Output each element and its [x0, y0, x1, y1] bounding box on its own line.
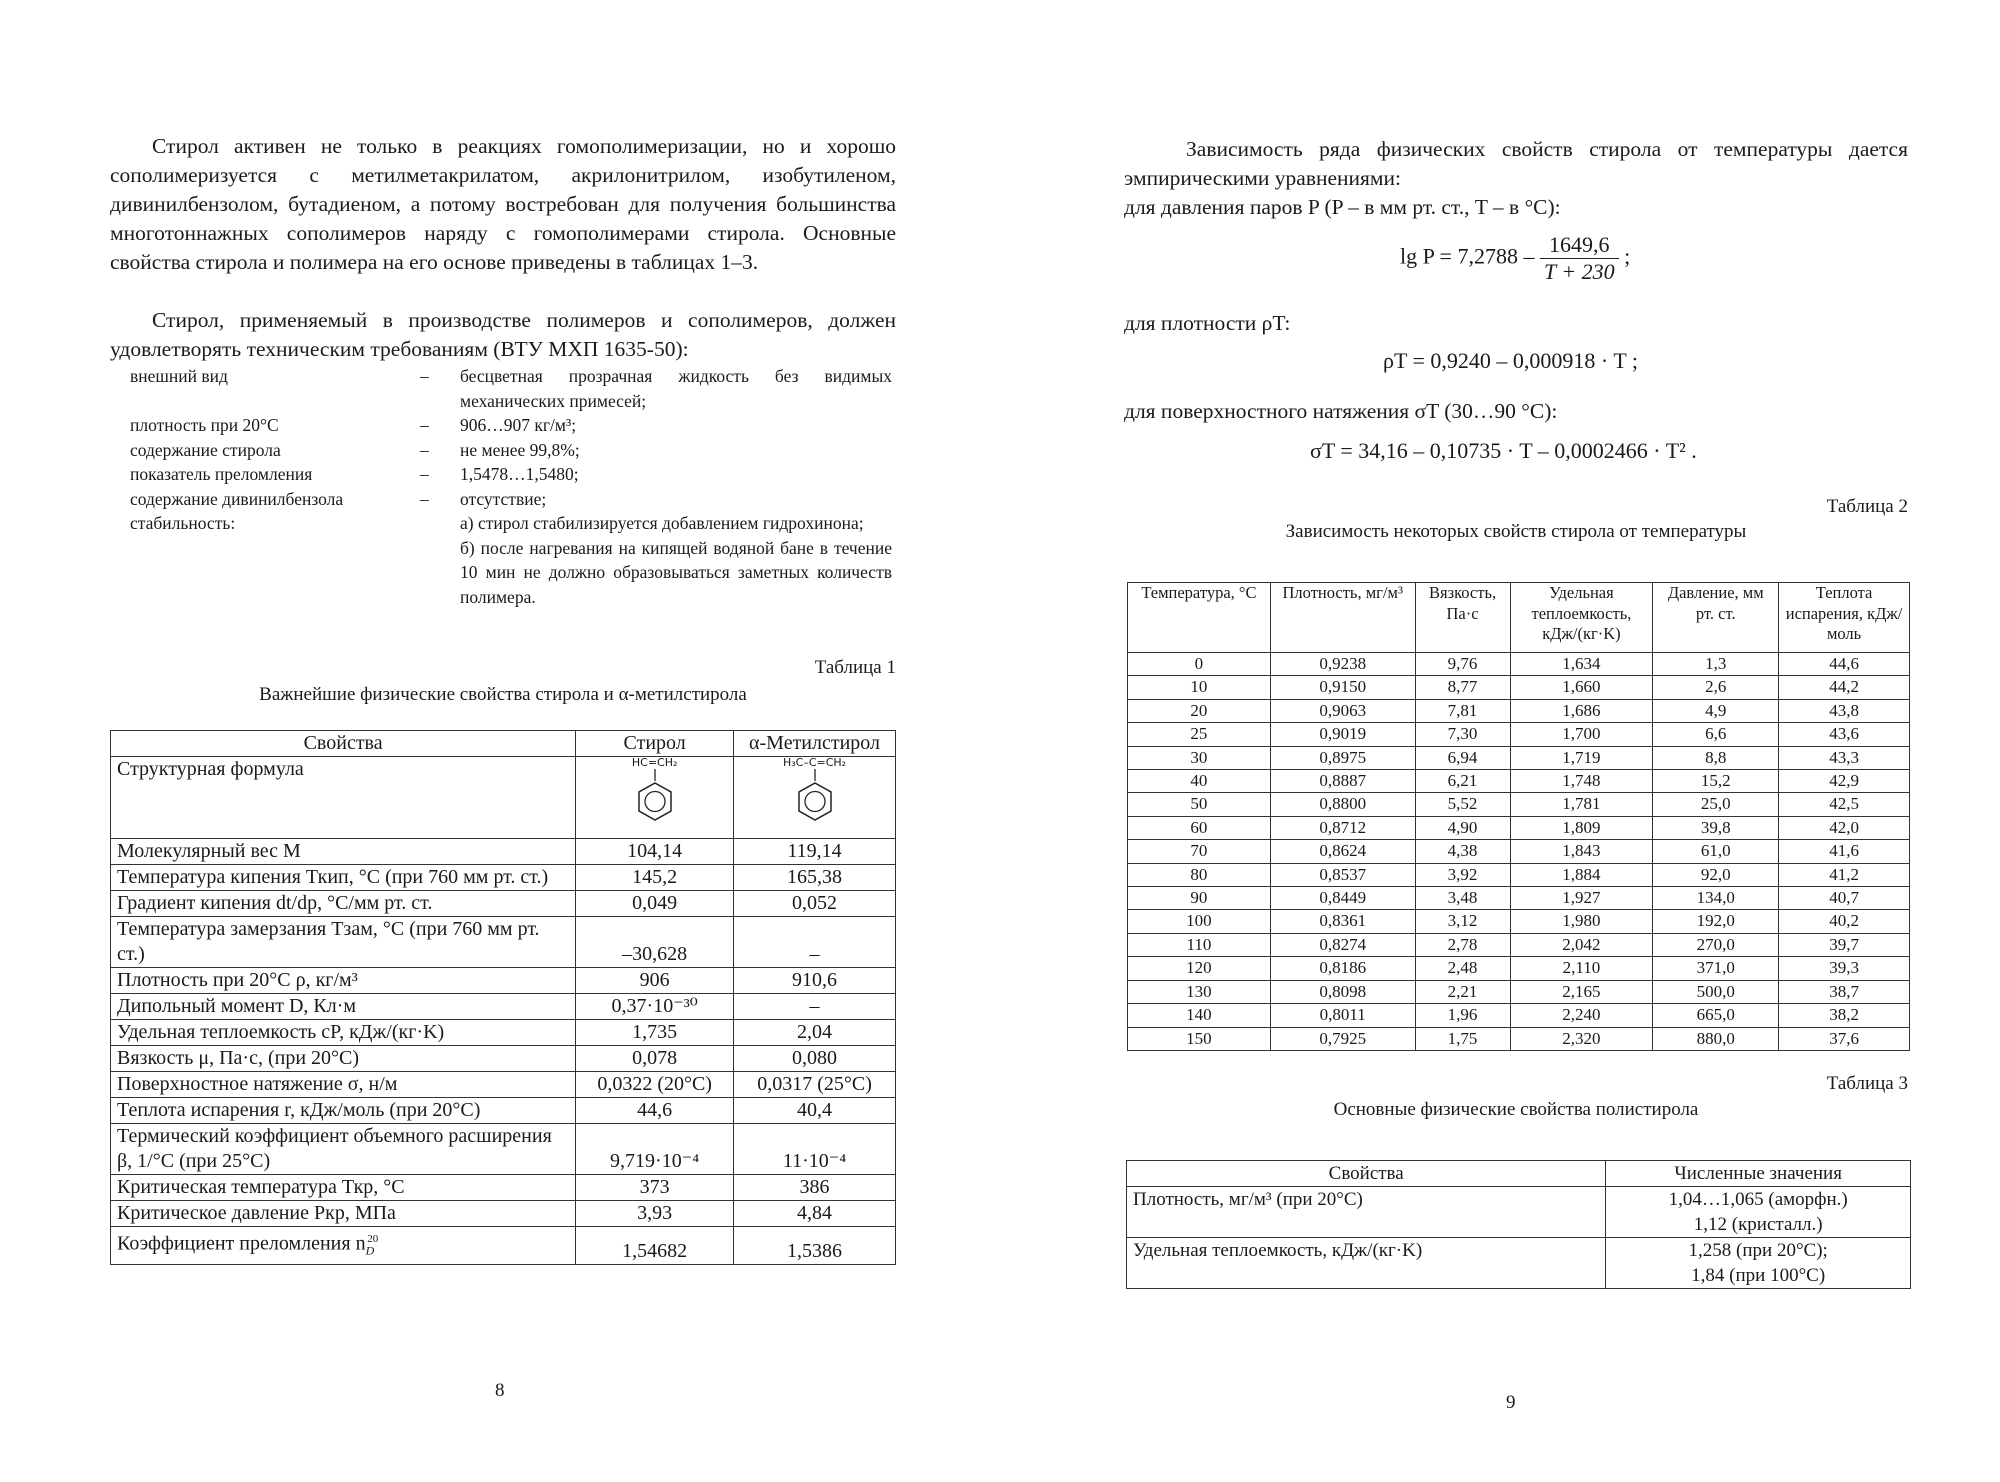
- styrene-value: 44,6: [576, 1098, 734, 1124]
- property-cell: Поверхностное натяжение σ, н/м: [111, 1072, 576, 1098]
- table-cell: 44,6: [1779, 653, 1910, 676]
- value-line: 1,04…1,065 (аморфн.): [1668, 1189, 1848, 1210]
- table-row: [111, 865, 896, 891]
- table-cell: 41,6: [1779, 840, 1910, 863]
- table-cell: 5,52: [1415, 793, 1510, 816]
- methylstyrene-value: 119,14: [734, 839, 896, 865]
- methylstyrene-value: 1,5386: [734, 1227, 896, 1265]
- pressure-formula-tail: ;: [1624, 243, 1631, 269]
- table-row: [111, 1227, 896, 1265]
- table-cell: 1,980: [1510, 910, 1653, 933]
- table-cell: 42,5: [1779, 793, 1910, 816]
- table-row: [111, 1020, 896, 1046]
- table-cell: 2,21: [1415, 980, 1510, 1003]
- table-cell: 4,38: [1415, 840, 1510, 863]
- table-cell: 90: [1128, 887, 1271, 910]
- property-cell: Плотность при 20°C ρ, кг/м³: [111, 968, 576, 994]
- table-cell: 9,76: [1415, 653, 1510, 676]
- table2-title: Зависимость некоторых свойств стирола от температуры: [1285, 521, 1747, 542]
- table-cell: 500,0: [1653, 980, 1779, 1003]
- styrene-value: 3,93: [576, 1201, 734, 1227]
- table-cell: 37,6: [1779, 1027, 1910, 1050]
- table-cell: 6,6: [1653, 723, 1779, 746]
- table1-label: Таблица 1: [814, 657, 896, 678]
- styrene-value: 0,0322 (20°C): [576, 1072, 734, 1098]
- table-cell: 8,8: [1653, 746, 1779, 769]
- requirement-name: внешний вид: [130, 366, 228, 386]
- column-header: Удельная теплоемкость, кДж/(кг·K): [1510, 583, 1653, 653]
- methylstyrene-value: 386: [734, 1175, 896, 1201]
- table-row: [111, 1046, 896, 1072]
- table-cell: 43,3: [1779, 746, 1910, 769]
- requirement-dash: [420, 511, 460, 536]
- table-cell: 1,3: [1653, 653, 1779, 676]
- table-cell: 50: [1128, 793, 1271, 816]
- styrene-group-label: HC=CH₂: [631, 756, 678, 769]
- methylstyrene-value: 0,0317 (25°C): [734, 1072, 896, 1098]
- table-cell: 38,2: [1779, 1004, 1910, 1027]
- refraction-subscript: D: [365, 1243, 375, 1258]
- table-cell: 7,30: [1415, 723, 1510, 746]
- table-row: [1128, 746, 1910, 769]
- requirement-value: не менее 99,8%;: [460, 439, 580, 460]
- table-cell: 0,9238: [1270, 653, 1415, 676]
- table-row: [1128, 653, 1910, 676]
- requirement-row: [130, 438, 896, 463]
- page-number: 9: [1506, 1392, 1516, 1413]
- fraction-numerator: 1649,6: [1540, 232, 1619, 259]
- table-cell: 2,48: [1415, 957, 1510, 980]
- table-cell: 39,7: [1779, 933, 1910, 956]
- table-cell: 44,2: [1779, 676, 1910, 699]
- table-cell: 2,78: [1415, 933, 1510, 956]
- styrene-value: 1,735: [576, 1020, 734, 1046]
- table-cell: 1,96: [1415, 1004, 1510, 1027]
- table-cell: 0,8975: [1270, 746, 1415, 769]
- page-number: 8: [495, 1380, 505, 1401]
- methylstyrene-value: 2,04: [734, 1020, 896, 1046]
- table-row: [1128, 887, 1910, 910]
- table-cell: 0,8098: [1270, 980, 1415, 1003]
- property-cell: Теплота испарения r, кДж/моль (при 20°C): [111, 1098, 576, 1124]
- table-cell: 3,12: [1415, 910, 1510, 933]
- table-cell: 8,77: [1415, 676, 1510, 699]
- methylstyrene-value: –: [734, 994, 896, 1020]
- table-row: [111, 1201, 896, 1227]
- value-line: 1,12 (кристалл.): [1693, 1214, 1823, 1235]
- styrene-value: 906: [576, 968, 734, 994]
- property-cell: Вязкость μ, Па·с, (при 20°C): [111, 1046, 576, 1072]
- table-cell: 25: [1128, 723, 1271, 746]
- table3-label: Таблица 3: [1826, 1073, 1908, 1094]
- methylstyrene-value: 910,6: [734, 968, 896, 994]
- table-cell: 0,9063: [1270, 699, 1415, 722]
- table-cell: 0,8011: [1270, 1004, 1415, 1027]
- table-cell: 0,8186: [1270, 957, 1415, 980]
- table-row: [1128, 770, 1910, 793]
- methylstyrene-value: 11·10⁻⁴: [734, 1124, 896, 1175]
- table-cell: 10: [1128, 676, 1271, 699]
- property-cell: Термический коэффициент объемного расширения β, 1/°C (при 25°C): [111, 1124, 576, 1175]
- table-row: [111, 994, 896, 1020]
- value-line: 1,84 (при 100°C): [1691, 1265, 1826, 1286]
- table3-title: Основные физические свойства полистирола: [1333, 1099, 1699, 1120]
- table-cell: 665,0: [1653, 1004, 1779, 1027]
- table-cell: 0,8449: [1270, 887, 1415, 910]
- density-label: для плотности ρT:: [1124, 311, 1291, 335]
- methylstyrene-value: 40,4: [734, 1098, 896, 1124]
- table-cell: 92,0: [1653, 863, 1779, 886]
- table-cell: 1,700: [1510, 723, 1653, 746]
- table-cell: 2,240: [1510, 1004, 1653, 1027]
- styrene-value: 1,54682: [576, 1227, 734, 1265]
- table-cell: 270,0: [1653, 933, 1779, 956]
- table-row: [1128, 793, 1910, 816]
- table-cell: 0,8887: [1270, 770, 1415, 793]
- styrene-value: 0,049: [576, 891, 734, 917]
- requirement-dash: [420, 536, 460, 610]
- refraction-label: Коэффициент преломления n: [117, 1232, 366, 1255]
- property-cell: Температура кипения Ткип, °C (при 760 мм рт. ст.): [111, 865, 576, 891]
- table-cell: 40,2: [1779, 910, 1910, 933]
- requirement-row: [130, 511, 896, 536]
- column-header: Температура, °C: [1128, 583, 1271, 653]
- tension-formula: σT = 34,16 – 0,10735 · T – 0,0002466 · T² .: [1310, 438, 1697, 463]
- table-row: [1128, 863, 1910, 886]
- table-row: [111, 839, 896, 865]
- right-page: [1000, 0, 2000, 1482]
- table-cell: 1,719: [1510, 746, 1653, 769]
- requirement-row: [130, 413, 896, 438]
- requirement-value: б) после нагревания на кипящей водяной бане в течение 10 мин не должно образовываться заметных количеств полимера.: [460, 537, 892, 607]
- property-cell: [111, 1227, 576, 1265]
- requirement-name: плотность при 20°C: [130, 415, 279, 435]
- table-row: [111, 757, 896, 839]
- table-cell: 7,81: [1415, 699, 1510, 722]
- tension-label: для поверхностного натяжения σT (30…90 °C):: [1124, 399, 1558, 423]
- requirement-dash: –: [420, 366, 429, 386]
- property-cell: Плотность, мг/м³ (при 20°C): [1127, 1187, 1606, 1238]
- styrene-value: 373: [576, 1175, 734, 1201]
- requirements-list: [130, 364, 896, 609]
- table-cell: 0,9150: [1270, 676, 1415, 699]
- table-row: [111, 917, 896, 968]
- methylstyrene-value: –: [734, 917, 896, 968]
- property-cell: Градиент кипения dt/dp, °C/мм рт. ст.: [111, 891, 576, 917]
- table-cell: 1,686: [1510, 699, 1653, 722]
- requirement-row: [130, 364, 896, 413]
- table-cell: 3,48: [1415, 887, 1510, 910]
- requirements-intro: Стирол, применяемый в производстве полимеров и сополимеров, должен удовлетворять техническим требованиям (ВТУ МХП 1635-50):: [110, 308, 896, 361]
- column-header: Теплота испарения, кДж/моль: [1779, 583, 1910, 653]
- requirement-value: 1,5478…1,5480;: [460, 464, 579, 484]
- table-row: [1128, 910, 1910, 933]
- table-row: [1128, 816, 1910, 839]
- table-row: [1128, 1004, 1910, 1027]
- pressure-formula: [1400, 232, 1630, 285]
- property-cell: Структурная формула: [111, 757, 576, 839]
- methylstyrene-value: 0,080: [734, 1046, 896, 1072]
- table-cell: 25,0: [1653, 793, 1779, 816]
- table-cell: 61,0: [1653, 840, 1779, 863]
- column-header: Свойства: [111, 731, 576, 757]
- table2-body: [1128, 653, 1910, 1051]
- methylstyrene-group-label: H₃C–C=CH₂: [782, 756, 847, 769]
- table-row: [1128, 723, 1910, 746]
- column-header: α-Метилстирол: [734, 731, 896, 757]
- table-row: [1128, 957, 1910, 980]
- pressure-label: для давления паров P (P – в мм рт. ст., T – в °C):: [1124, 195, 1561, 219]
- table-cell: 39,3: [1779, 957, 1910, 980]
- fraction-denominator: T + 230: [1543, 259, 1615, 284]
- table-header-row: [1128, 583, 1910, 653]
- density-formula: ρT = 0,9240 – 0,000918 · T ;: [1383, 348, 1639, 373]
- table-row: [1128, 840, 1910, 863]
- value-cell: [1606, 1187, 1911, 1238]
- requirement-name: показатель преломления: [130, 464, 313, 484]
- table-cell: 42,0: [1779, 816, 1910, 839]
- table-cell: 120: [1128, 957, 1271, 980]
- table-cell: 60: [1128, 816, 1271, 839]
- table-cell: 80: [1128, 863, 1271, 886]
- table-cell: 0,8712: [1270, 816, 1415, 839]
- table-cell: 6,94: [1415, 746, 1510, 769]
- table-row: [1128, 980, 1910, 1003]
- column-header: Свойства: [1127, 1161, 1606, 1187]
- table-cell: 100: [1128, 910, 1271, 933]
- property-cell: Удельная теплоемкость cP, кДж/(кг·K): [111, 1020, 576, 1046]
- table-cell: 880,0: [1653, 1027, 1779, 1050]
- styrene-value: 9,719·10⁻⁴: [576, 1124, 734, 1175]
- table-cell: 6,21: [1415, 770, 1510, 793]
- table-cell: 1,748: [1510, 770, 1653, 793]
- table-cell: 0,8800: [1270, 793, 1415, 816]
- benzene-ring-icon: [633, 769, 677, 829]
- table3: [1126, 1160, 1911, 1289]
- pressure-formula-lhs: lg P = 7,2788 –: [1400, 243, 1535, 269]
- table-row: [111, 1124, 896, 1175]
- column-header: Численные значения: [1606, 1161, 1911, 1187]
- table-cell: 43,6: [1779, 723, 1910, 746]
- table-row: [111, 1072, 896, 1098]
- table-cell: 1,843: [1510, 840, 1653, 863]
- table-row: [1127, 1238, 1911, 1289]
- table-row: [1128, 1027, 1910, 1050]
- table-cell: 150: [1128, 1027, 1271, 1050]
- table-cell: 15,2: [1653, 770, 1779, 793]
- table-row: [111, 1098, 896, 1124]
- table-header-row: [111, 731, 896, 757]
- table-cell: 140: [1128, 1004, 1271, 1027]
- methylstyrene-structure: [734, 757, 896, 839]
- table-cell: 43,8: [1779, 699, 1910, 722]
- table-cell: 1,660: [1510, 676, 1653, 699]
- requirement-value: 906…907 кг/м³;: [460, 415, 577, 435]
- methylstyrene-value: 0,052: [734, 891, 896, 917]
- table-cell: 0: [1128, 653, 1271, 676]
- table-row: [111, 891, 896, 917]
- styrene-value: 0,37·10⁻³⁰: [576, 994, 734, 1020]
- property-cell: Удельная теплоемкость, кДж/(кг·K): [1127, 1238, 1606, 1289]
- table-cell: 1,781: [1510, 793, 1653, 816]
- table-cell: 0,8624: [1270, 840, 1415, 863]
- column-header: Стирол: [576, 731, 734, 757]
- property-cell: Критическая температура Ткр, °C: [111, 1175, 576, 1201]
- table-cell: 20: [1128, 699, 1271, 722]
- requirement-dash: –: [420, 464, 429, 484]
- styrene-value: 104,14: [576, 839, 734, 865]
- requirement-name: стабильность:: [130, 513, 236, 533]
- table-row: [111, 968, 896, 994]
- requirement-row: [130, 536, 896, 610]
- property-cell: Дипольный момент D, Кл·м: [111, 994, 576, 1020]
- table-cell: 1,634: [1510, 653, 1653, 676]
- styrene-value: 0,078: [576, 1046, 734, 1072]
- table-cell: 2,165: [1510, 980, 1653, 1003]
- requirement-value: а) стирол стабилизируется добавлением гидрохинона;: [460, 513, 864, 533]
- property-cell: Молекулярный вес М: [111, 839, 576, 865]
- table-cell: 2,320: [1510, 1027, 1653, 1050]
- requirement-row: [130, 487, 896, 512]
- table-cell: 40,7: [1779, 887, 1910, 910]
- table-row: [1128, 676, 1910, 699]
- table-cell: 134,0: [1653, 887, 1779, 910]
- column-header: Вязкость, Па·с: [1415, 583, 1510, 653]
- table-cell: 1,75: [1415, 1027, 1510, 1050]
- table-cell: 0,8537: [1270, 863, 1415, 886]
- intro-paragraph: Стирол активен не только в реакциях гомополимеризации, но и хорошо сополимеризуется с метилметакрилатом, акрилонитрилом, изобутиленом, дивинилбензолом, бутадиеном, а потому востребован для получения большинства многотоннажных сополимеров наряду с гомополимерами стирола. Основные свойства стирола и полимера на его основе приведены в таблицах 1–3.: [110, 134, 896, 274]
- table-cell: 0,8274: [1270, 933, 1415, 956]
- table-cell: 0,8361: [1270, 910, 1415, 933]
- table-row: [111, 1175, 896, 1201]
- styrene-value: 145,2: [576, 865, 734, 891]
- table-cell: 2,110: [1510, 957, 1653, 980]
- table-cell: 1,809: [1510, 816, 1653, 839]
- styrene-value: –30,628: [576, 917, 734, 968]
- requirement-row: [130, 462, 896, 487]
- table-cell: 30: [1128, 746, 1271, 769]
- table2: [1127, 582, 1910, 1051]
- table-cell: 40: [1128, 770, 1271, 793]
- value-line: 1,258 (при 20°C);: [1688, 1240, 1828, 1261]
- table-row: [1128, 933, 1910, 956]
- methylstyrene-value: 4,84: [734, 1201, 896, 1227]
- property-cell: Критическое давление Ркр, МПа: [111, 1201, 576, 1227]
- table-cell: 39,8: [1653, 816, 1779, 839]
- table1: [110, 730, 896, 1265]
- requirement-value: отсутствие;: [460, 488, 547, 509]
- table-cell: 4,90: [1415, 816, 1510, 839]
- table-cell: 371,0: [1653, 957, 1779, 980]
- pressure-fraction: [1540, 232, 1619, 285]
- property-cell: Температура замерзания Тзам, °C (при 760 мм рт. ст.): [111, 917, 576, 968]
- column-header: Давление, мм рт. ст.: [1653, 583, 1779, 653]
- table-cell: 2,6: [1653, 676, 1779, 699]
- refraction-superscript: 20: [367, 1233, 379, 1245]
- table-cell: 1,927: [1510, 887, 1653, 910]
- table-cell: 41,2: [1779, 863, 1910, 886]
- table-cell: 192,0: [1653, 910, 1779, 933]
- table-cell: 110: [1128, 933, 1271, 956]
- table-cell: 0,9019: [1270, 723, 1415, 746]
- table-row: [1128, 699, 1910, 722]
- requirement-name: содержание дивинилбензола: [130, 488, 344, 509]
- table-cell: 2,042: [1510, 933, 1653, 956]
- table-cell: 70: [1128, 840, 1271, 863]
- column-header: Плотность, мг/м³: [1270, 583, 1415, 653]
- table2-label: Таблица 2: [1826, 496, 1908, 517]
- table-cell: 1,884: [1510, 863, 1653, 886]
- table-row: [1127, 1187, 1911, 1238]
- requirement-dash: –: [420, 439, 429, 460]
- requirement-value: бесцветная прозрачная жидкость без видимых механических примесей;: [460, 366, 892, 411]
- table-cell: 38,7: [1779, 980, 1910, 1003]
- table-cell: 42,9: [1779, 770, 1910, 793]
- equations-intro: Зависимость ряда физических свойств стирола от температуры дается эмпирическими уравнениями:: [1124, 137, 1908, 190]
- table-cell: 0,7925: [1270, 1027, 1415, 1050]
- table1-title: Важнейшие физические свойства стирола и α-метилстирола: [259, 684, 747, 705]
- table-cell: 4,9: [1653, 699, 1779, 722]
- value-cell: [1606, 1238, 1911, 1289]
- table-cell: 130: [1128, 980, 1271, 1003]
- requirement-dash: –: [420, 488, 429, 509]
- benzene-ring-icon: [793, 769, 837, 829]
- table-cell: 3,92: [1415, 863, 1510, 886]
- requirement-dash: –: [420, 415, 429, 435]
- requirement-name: [130, 536, 420, 610]
- styrene-structure: [576, 757, 734, 839]
- table-header-row: [1127, 1161, 1911, 1187]
- requirement-name: содержание стирола: [130, 439, 281, 460]
- methylstyrene-value: 165,38: [734, 865, 896, 891]
